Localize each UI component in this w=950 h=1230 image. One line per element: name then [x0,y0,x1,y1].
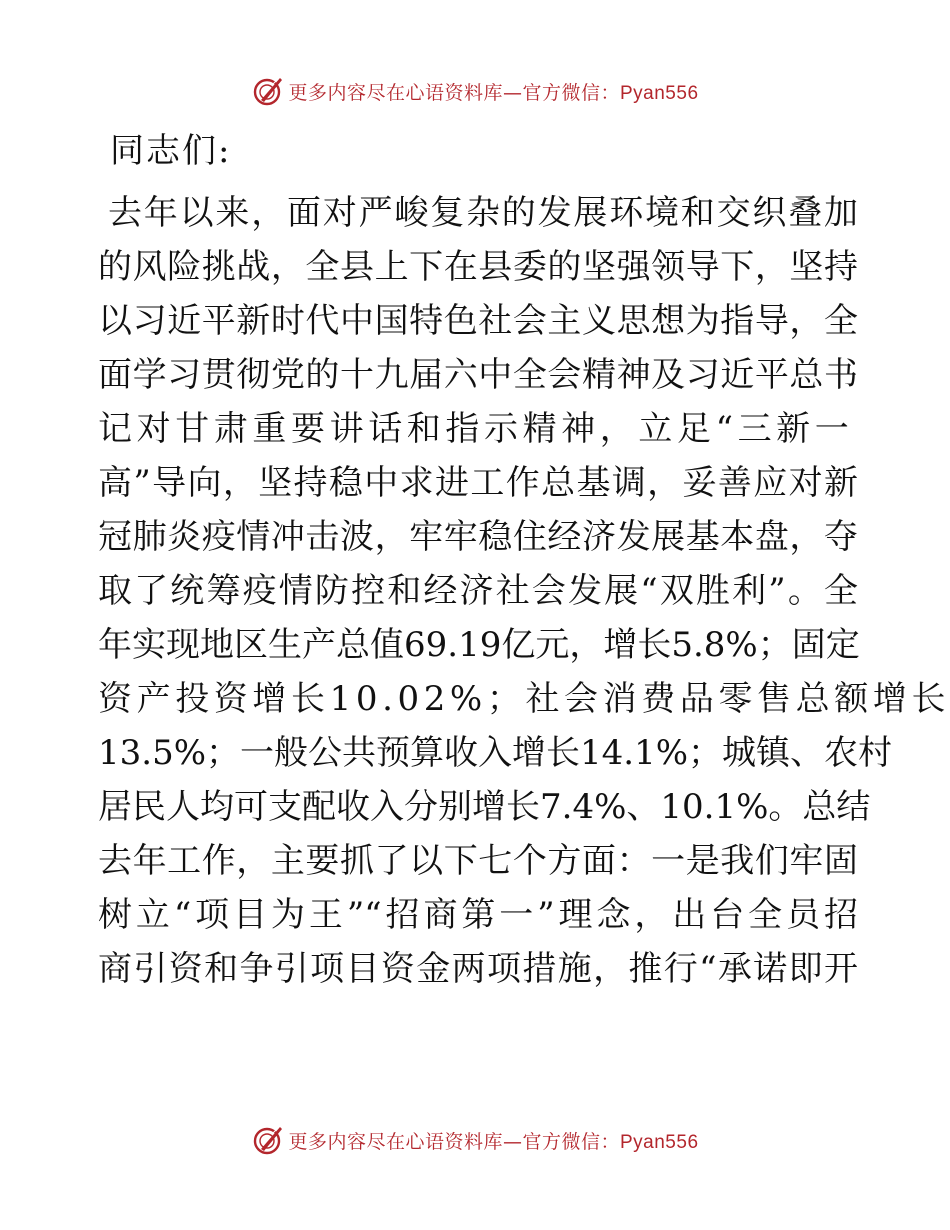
quill-pen-logo-icon [251,1123,285,1157]
text-line: 取了统筹疫情防控和经济社会发展“双胜利”。全 [98,571,858,611]
text-line: 居民人均可支配收入分别增长7.4%、10.1%。总结 [98,787,871,827]
text-line: 资产投资增长10.02%；社会消费品零售总额增长 [98,679,950,719]
text-line: 商引资和争引项目资金两项措施，推行“承诺即开 [98,949,858,989]
text-line: 记对甘肃重要讲话和指示精神，立足“三新一 [98,409,854,449]
text-line: 以习近平新时代中国特色社会主义思想为指导，全 [98,301,858,341]
header-watermark [0,74,950,108]
text-line: 去年以来，面对严峻复杂的发展环境和交织叠加 [108,193,858,233]
text-line: 树立“项目为王”“招商第一”理念，出台全员招 [98,895,858,935]
text-line: 的风险挑战，全县上下在县委的坚强领导下，坚持 [98,247,858,287]
body-paragraph [98,178,950,996]
salutation: 同志们: [110,131,232,171]
quill-pen-logo-icon [251,74,285,108]
text-line: 面学习贯彻党的十九届六中全会精神及习近平总书 [98,355,858,395]
footer-watermark [0,1123,950,1157]
text-line: 去年工作，主要抓了以下七个方面：一是我们牢固 [98,841,858,881]
text-line: 高”导向，坚持稳中求进工作总基调，妥善应对新 [98,463,858,503]
text-line: 年实现地区生产总值69.19亿元，增长5.8%；固定 [98,625,860,665]
text-line: 13.5%；一般公共预算收入增长14.1%；城镇、农村 [98,733,893,773]
text-line: 冠肺炎疫情冲击波，牢牢稳住经济发展基本盘，夺 [98,517,858,557]
document-body [98,124,950,996]
header-watermark-text: 更多内容尽在心语资料库—官方微信：Pyan556 [288,81,699,104]
footer-watermark-text: 更多内容尽在心语资料库—官方微信：Pyan556 [288,1130,699,1153]
